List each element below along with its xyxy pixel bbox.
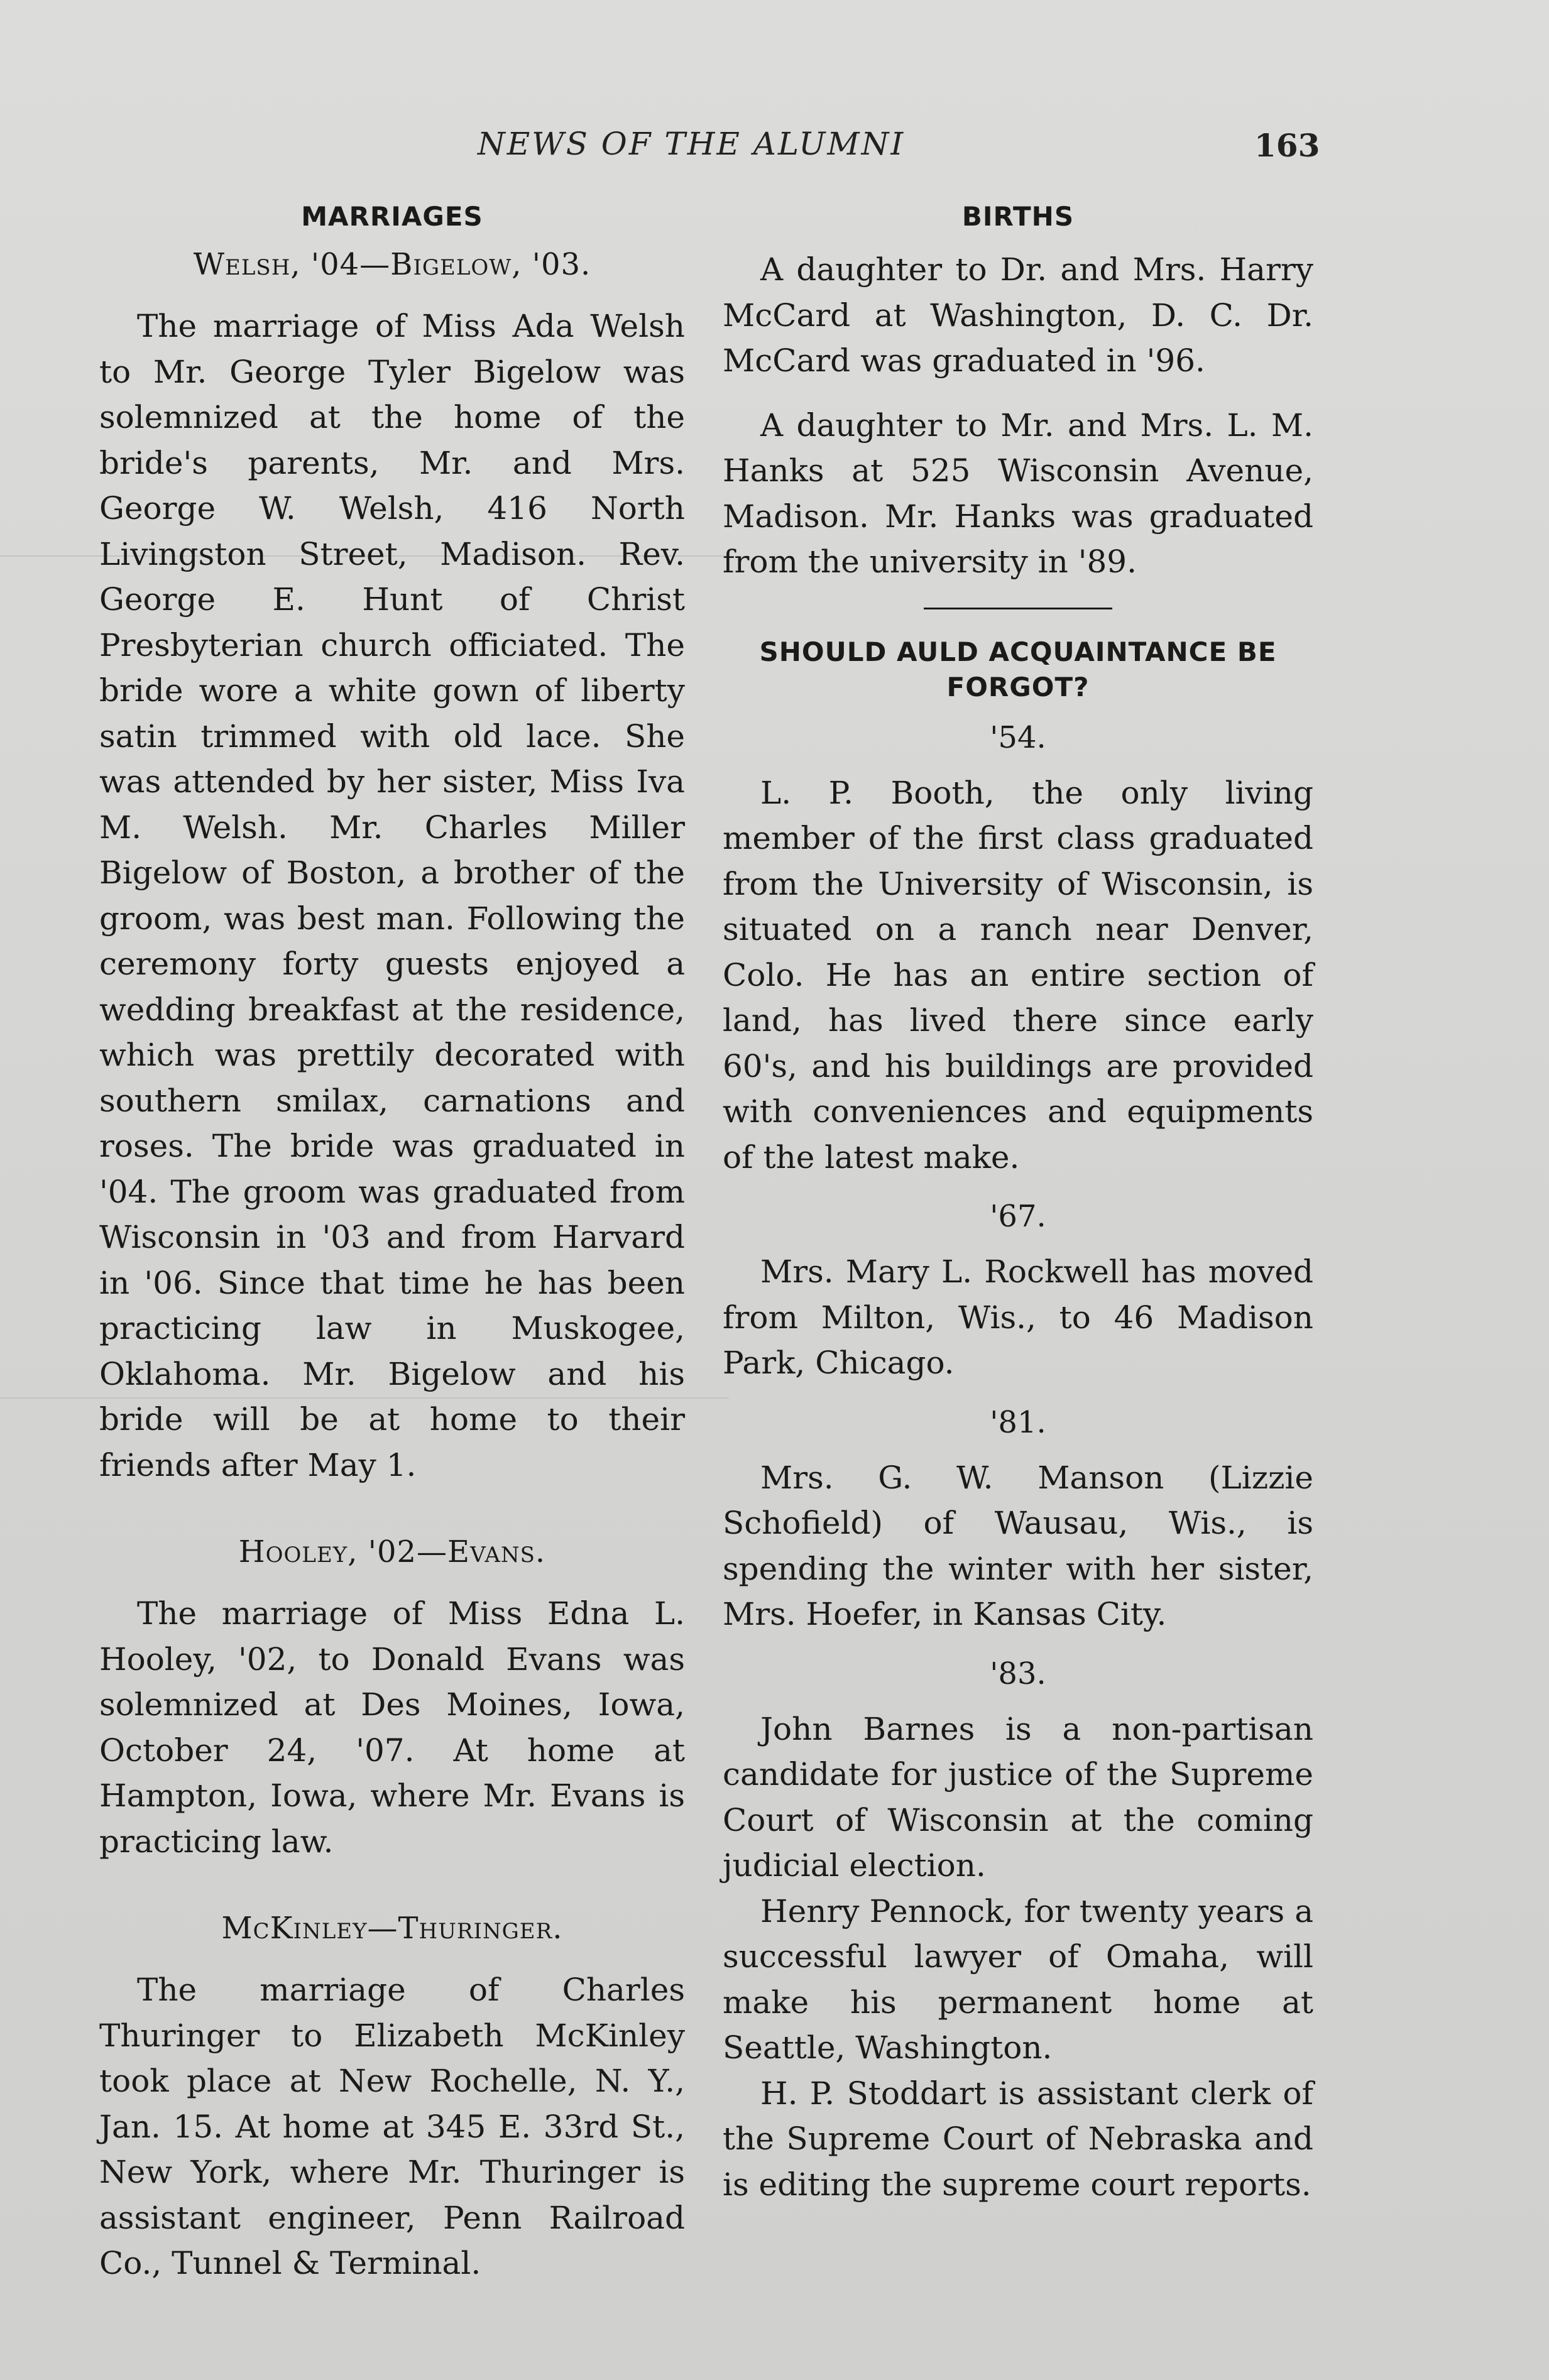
class-note: Henry Pennock, for twenty years a successful lawyer of Omaha, will make his permanent home at Seattle, Washington. [723, 1892, 1313, 2066]
birth-announcement: A daughter to Mr. and Mrs. L. M. Hanks at 525 Wisconsin Avenue, Madison. Mr. Hanks was graduated from the university in '89. [723, 407, 1313, 580]
class-year: '83. [990, 1656, 1046, 1691]
right-column [723, 201, 1313, 2207]
marriages-title: MARRIAGES [301, 201, 483, 232]
hooley-announcement: The marriage of Miss Edna L. Hooley, '02, to Donald Evans was solemnized at Des Moines, Iowa, October 24, '07. At home at Hampton, Iowa, where Mr. Evans is practicing law. [99, 1595, 685, 1860]
mckinley-heading: McKinley—Thuringer. [221, 1911, 563, 1946]
class-year: '67. [990, 1199, 1046, 1234]
auld-acquaintance-title: SHOULD AULD ACQUAINTANCE BE FORGOT? [759, 636, 1277, 702]
class-year: '81. [990, 1404, 1046, 1440]
hooley-heading: Hooley, '02—Evans. [238, 1534, 546, 1569]
class-year: '54. [990, 719, 1046, 755]
births-title: BIRTHS [961, 201, 1075, 232]
running-title: NEWS OF THE ALUMNI [478, 126, 906, 162]
class-note: Mrs. G. W. Manson (Lizzie Schofield) of Wausau, Wis., is spending the winter with her sister, Mrs. Hoefer, in Kansas City. [723, 1459, 1313, 1632]
welsh-heading: Welsh, '04—Bigelow, '03. [193, 247, 591, 282]
page-number: 163 [1254, 127, 1320, 164]
mckinley-announcement: The marriage of Charles Thuringer to Elizabeth McKinley took place at New Rochelle, N. Y., Jan. 15. At home at 345 E. 33rd St., New York, where Mr. Thuringer is assistant engineer, Penn Railroad Co., Tunnel & Terminal. [99, 1972, 685, 2281]
class-note: Mrs. Mary L. Rockwell has moved from Milton, Wis., to 46 Madison Park, Chicago. [723, 1253, 1313, 1381]
class-note: L. P. Booth, the only living member of the first class graduated from the University of Wisconsin, is situated on a ranch near Denver, Colo. He has an entire section of land, has lived there since early 60's, and his buildings are provided with conveniences and equipments of the latest make. [723, 774, 1313, 1176]
birth-announcement: A daughter to Dr. and Mrs. Harry McCard at Washington, D. C. Dr. McCard was graduated in '96. [723, 251, 1313, 379]
class-note: John Barnes is a non-partisan candidate for justice of the Supreme Court of Wisconsin at the coming judicial election. [723, 1710, 1313, 1884]
class-note: H. P. Stoddart is assistant clerk of the Supreme Court of Nebraska and is editing the supreme court reports. [723, 2075, 1313, 2203]
welsh-announcement: The marriage of Miss Ada Welsh to Mr. George Tyler Bigelow was solemnized at the home of the bride's parents, Mr. and Mrs. George W. Welsh, 416 North Livingston Street, Madison. Rev. George E. Hunt of Christ Presbyterian church officiated. The bride wore a white gown of liberty satin trimmed with old lace. She was attended by her sister, Miss Iva M. Welsh. Mr. Charles Miller Bigelow of Boston, a brother of the groom, was best man. Following the ceremony forty guests enjoyed a wedding breakfast at the residence, which was prettily decorated with southern smilax, carnations and roses. The bride was graduated in '04. The groom was graduated from Wisconsin in '03 and from Harvard in '06. Since that time he has been practicing law in Muskogee, Oklahoma. Mr. Bigelow and his bride will be at home to their friends after May 1. [99, 308, 685, 1483]
left-column [99, 201, 685, 2305]
section-divider [924, 608, 1112, 609]
